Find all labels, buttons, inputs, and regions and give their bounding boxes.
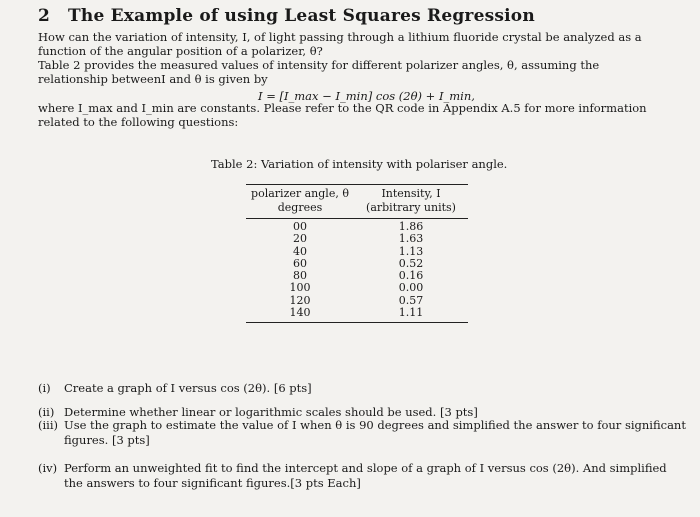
table-row xyxy=(246,219,468,234)
question-label: (ii) xyxy=(38,405,55,419)
section-title: The Example of using Least Squares Regression xyxy=(68,6,535,26)
column-header-intensity-unit: (arbitrary units) xyxy=(354,201,468,219)
table-row xyxy=(246,258,468,270)
question-text: Create a graph of I versus cos (2θ). [6 pts] xyxy=(64,381,312,395)
question-iv xyxy=(38,461,688,490)
angle-cell: 40 xyxy=(293,244,307,258)
question-text: Determine whether linear or logarithmic scales should be used. [3 pts] xyxy=(64,405,478,419)
intensity-table xyxy=(246,184,468,323)
intensity-equation: I = [I_max − I_min] cos (2θ) + I_min, xyxy=(258,89,475,103)
intro-paragraph-3: where I_max and I_min are constants. Please refer to the QR code in Appendix A.5 for more information related to the following questions: xyxy=(38,101,647,129)
intro-paragraph-1: How can the variation of intensity, I, of light passing through a lithium fluoride crystal be analyzed as a function of the angular position of a polarizer, θ? xyxy=(38,30,642,58)
intensity-cell: 0.16 xyxy=(398,269,424,283)
intensity-cell: 0.57 xyxy=(398,293,424,307)
table-row xyxy=(246,246,468,258)
intensity-cell: 0.00 xyxy=(398,281,424,295)
question-text: Perform an unweighted fit to find the intercept and slope of a graph of I versus cos (2θ). And simplified the answers to four significant figures.[3 pts Each] xyxy=(64,461,667,490)
question-label: (iv) xyxy=(38,461,58,475)
intensity-cell: 1.13 xyxy=(398,244,424,258)
intensity-cell: 1.11 xyxy=(354,307,468,323)
angle-cell: 120 xyxy=(289,293,311,307)
question-label: (i) xyxy=(38,381,51,395)
angle-cell: 100 xyxy=(289,281,311,295)
section-number: 2 xyxy=(38,6,51,26)
table-row xyxy=(246,295,468,307)
table-row xyxy=(246,307,468,323)
angle-cell: 60 xyxy=(293,256,307,270)
section-heading xyxy=(38,6,535,26)
intro-paragraph-2: Table 2 provides the measured values of intensity for different polarizer angles, θ, assuming the relationship betweenI and θ is given by xyxy=(38,58,600,86)
table-caption: Table 2: Variation of intensity with polariser angle. xyxy=(211,157,508,171)
question-label: (iii) xyxy=(38,418,59,432)
angle-cell: 20 xyxy=(293,232,307,246)
table-row xyxy=(246,270,468,282)
table-row xyxy=(246,282,468,294)
question-iii xyxy=(38,418,688,447)
question-i xyxy=(38,381,688,396)
angle-cell: 140 xyxy=(246,307,354,323)
intensity-cell: 1.86 xyxy=(398,220,424,233)
angle-cell: 80 xyxy=(293,269,307,283)
column-header-angle-unit: degrees xyxy=(246,201,354,219)
intensity-cell: 0.52 xyxy=(398,256,424,270)
column-header-intensity: Intensity, I xyxy=(354,185,468,202)
angle-cell: 00 xyxy=(293,220,307,233)
question-text: Use the graph to estimate the value of I when θ is 90 degrees and simplified the answer to four significant figures. [3 pts] xyxy=(64,418,686,447)
intensity-cell: 1.63 xyxy=(398,232,424,246)
table-row xyxy=(246,233,468,245)
column-header-angle: polarizer angle, θ xyxy=(246,185,354,202)
